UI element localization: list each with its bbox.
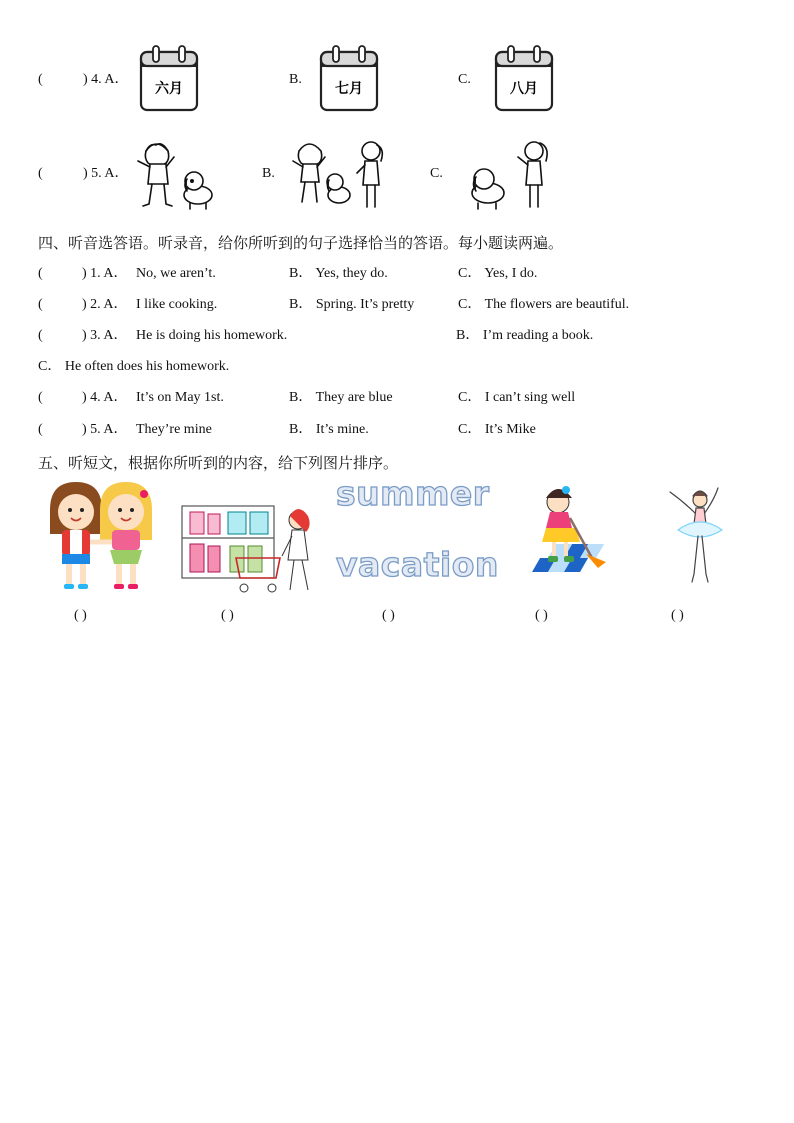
- answer-paren[interactable]: (: [38, 166, 43, 181]
- part5-heading: 五、听短文，根据你所听到的内容，给下列图片排序。: [38, 454, 399, 472]
- p4-q4-option-c: C． I can’t sing well: [458, 390, 576, 405]
- q5-option-b-label: B.: [262, 166, 275, 181]
- calendar-july-icon[interactable]: [319, 44, 379, 112]
- boy-dog-girl-icon[interactable]: [289, 137, 389, 213]
- p4-q3-option-c: C． He often does his homework.: [38, 359, 230, 374]
- order-blank-1[interactable]: ( ): [74, 608, 87, 623]
- ballerina-icon[interactable]: [660, 484, 738, 588]
- shopping-girl-icon[interactable]: [180, 500, 318, 596]
- order-blank-3[interactable]: ( ): [382, 608, 395, 623]
- calendar-august-icon[interactable]: [494, 44, 554, 112]
- p4-q2-number: ) 2. A．: [82, 297, 128, 312]
- girl-sweeping-icon[interactable]: [514, 484, 610, 588]
- q4-number: ) 4. A．: [83, 72, 129, 87]
- q5-option-c-label: C.: [430, 166, 443, 181]
- p4-q4-paren[interactable]: (: [38, 390, 43, 405]
- p4-q5-option-a: They’re mine: [136, 422, 212, 437]
- p4-q3-option-b: B． I’m reading a book.: [456, 328, 594, 343]
- order-blank-5[interactable]: ( ): [671, 608, 684, 623]
- q4-option-b-label: B.: [289, 72, 302, 87]
- answer-paren[interactable]: (: [38, 72, 43, 87]
- p4-q4-option-a: It’s on May 1st.: [136, 390, 224, 405]
- summer-wordart[interactable]: summer: [336, 474, 490, 513]
- calendar-label: 六月: [155, 81, 183, 97]
- p4-q2-paren[interactable]: (: [38, 297, 43, 312]
- p4-q5-option-b: B． It’s mine.: [289, 422, 369, 437]
- p4-q3-paren[interactable]: (: [38, 328, 43, 343]
- p4-q4-number: ) 4. A．: [82, 390, 128, 405]
- p4-q1-option-c: C． Yes, I do.: [458, 266, 538, 281]
- p4-q1-number: ) 1. A．: [82, 266, 128, 281]
- two-girls-icon[interactable]: [44, 480, 154, 592]
- calendar-label: 八月: [510, 81, 538, 97]
- p4-q2-option-c: C． The flowers are beautiful.: [458, 297, 630, 312]
- p4-q2-option-a: I like cooking.: [136, 297, 218, 312]
- p4-q1-option-b: B． Yes, they do.: [289, 266, 388, 281]
- vacation-wordart[interactable]: vacation: [336, 545, 499, 584]
- order-blank-4[interactable]: ( ): [535, 608, 548, 623]
- p4-q2-option-b: B． Spring. It’s pretty: [289, 297, 415, 312]
- p4-q5-option-c: C． It’s Mike: [458, 422, 536, 437]
- p4-q3-number: ) 3. A．: [82, 328, 128, 343]
- q5-row: [38, 165, 129, 183]
- q5-number: ) 5. A．: [83, 166, 129, 181]
- p4-q1-paren[interactable]: (: [38, 266, 43, 281]
- p4-q4-option-b: B． They are blue: [289, 390, 393, 405]
- calendar-june-icon[interactable]: [139, 44, 199, 112]
- q4-option-c-label: C.: [458, 72, 471, 87]
- calendar-label: 七月: [335, 81, 363, 97]
- p4-q5-number: ) 5. A．: [82, 422, 128, 437]
- p4-q1-option-a: No, we aren’t.: [136, 266, 216, 281]
- order-blank-2[interactable]: ( ): [221, 608, 234, 623]
- p4-q5-paren[interactable]: (: [38, 422, 43, 437]
- dog-and-girl-icon[interactable]: [462, 137, 558, 213]
- q4-row: [38, 71, 129, 89]
- part4-heading: 四、听音选答语。听录音，给你所听到的句子选择恰当的答语。每小题读两遍。: [38, 234, 564, 252]
- p4-q3-option-a: He is doing his homework.: [136, 328, 288, 343]
- boy-and-dog-icon[interactable]: [132, 137, 222, 213]
